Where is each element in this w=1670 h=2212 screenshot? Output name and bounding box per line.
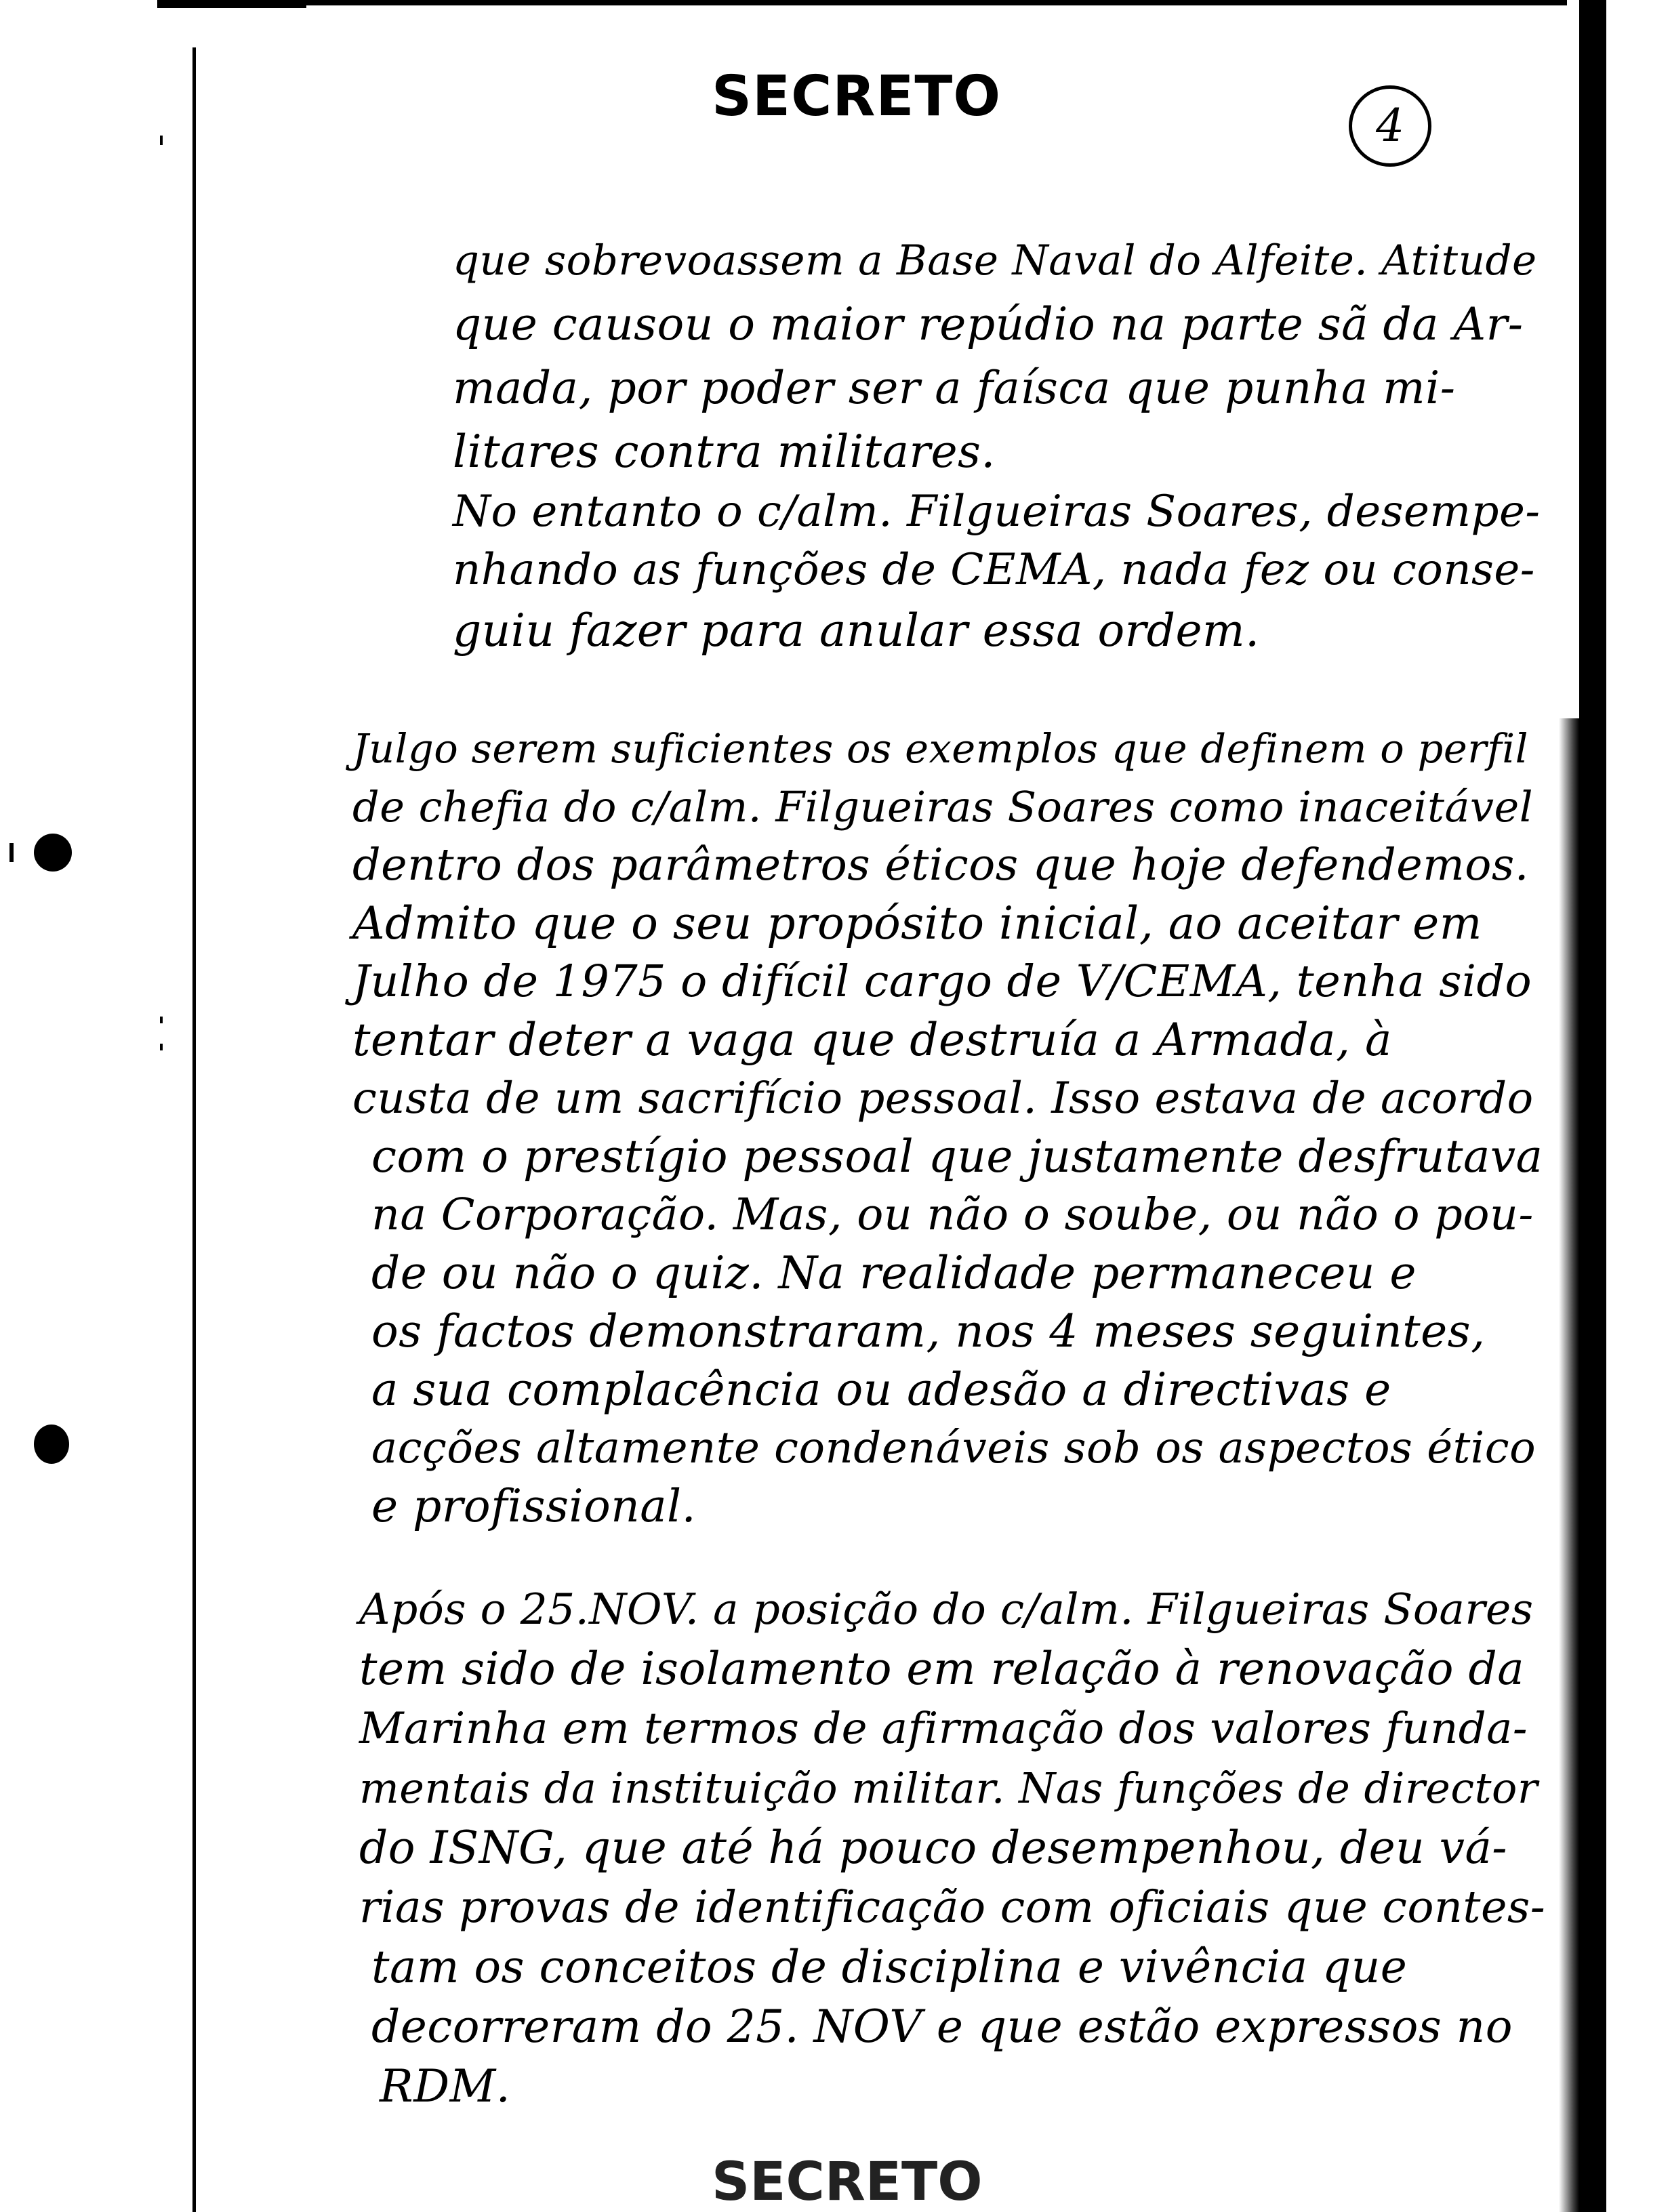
scan-top-edge-shadow [157,0,306,8]
scan-right-edge-gradient [1559,718,1579,2212]
text-line: decorreram do 25. NOV e que estão expressos no [371,2001,1513,2053]
scan-top-edge [157,0,1567,5]
scan-speck [160,1044,163,1050]
text-line: nhando as funções de CEMA, nada fez ou conse- [453,545,1535,595]
text-line: tam os conceitos de disciplina e vivência que [371,1941,1408,1993]
left-margin-line [192,47,196,2212]
text-line: de ou não o quiz. Na realidade permaneceu e [371,1247,1417,1299]
scan-speck [160,1017,163,1023]
text-line: Julgo serem suficientes os exemplos que definem o perfil [352,725,1529,772]
classification-stamp-top: SECRETO [712,64,1002,129]
scan-right-edge [1579,0,1606,2212]
text-line: tem sido de isolamento em relação à renovação da [359,1643,1525,1695]
text-line: os factos demonstraram, nos 4 meses seguintes, [371,1305,1486,1357]
text-line: a sua complacência ou adesão a directivas e [371,1364,1391,1416]
text-line: Após o 25.NOV. a posição do c/alm. Filgueiras Soares [359,1584,1534,1634]
text-line: guiu fazer para anular essa ordem. [453,605,1260,657]
text-line: No entanto o c/alm. Filgueiras Soares, desempe- [453,487,1541,537]
text-line: Marinha em termos de afirmação dos valores funda- [359,1704,1528,1754]
text-line: litares contra militares. [453,426,996,478]
text-line: custa de um sacrifício pessoal. Isso estava de acordo [352,1073,1534,1124]
text-line: na Corporação. Mas, ou não o soube, ou não o pou- [371,1189,1534,1240]
text-line: mada, por poder ser a faísca que punha mi- [453,362,1456,414]
text-line: de chefia do c/alm. Filgueiras Soares como inaceitável [352,782,1534,832]
text-line: Julho de 1975 o difícil cargo de V/CEMA, tenha sido [352,956,1532,1007]
punch-hole-icon [34,1425,69,1464]
punch-hole-icon [34,834,72,872]
text-line: que sobrevoassem a Base Naval do Alfeite. Atitude [453,237,1537,285]
text-line: que causou o maior repúdio na parte sã da Ar- [453,298,1524,350]
text-line: acções altamente condenáveis sob os aspectos ético [371,1423,1536,1473]
scan-speck [9,843,14,862]
text-line: rias provas de identificação com oficiais que contes- [359,1882,1546,1933]
scan-speck [160,136,163,145]
text-line: dentro dos parâmetros éticos que hoje defendemos. [352,840,1529,890]
text-line: com o prestígio pessoal que justamente desfrutava [371,1130,1543,1183]
classification-stamp-bottom: SECRETO [712,2152,983,2212]
text-line: e profissional. [371,1480,697,1532]
page-number: 4 [1349,85,1431,167]
text-line: RDM. [380,2060,511,2112]
text-line: mentais da instituição militar. Nas funções de director [359,1763,1538,1813]
text-line: tentar deter a vaga que destruía a Armada, à [352,1014,1392,1066]
text-line: Admito que o seu propósito inicial, ao aceitar em [352,897,1482,949]
text-line: do ISNG, que até há pouco desempenhou, deu vá- [359,1822,1508,1874]
